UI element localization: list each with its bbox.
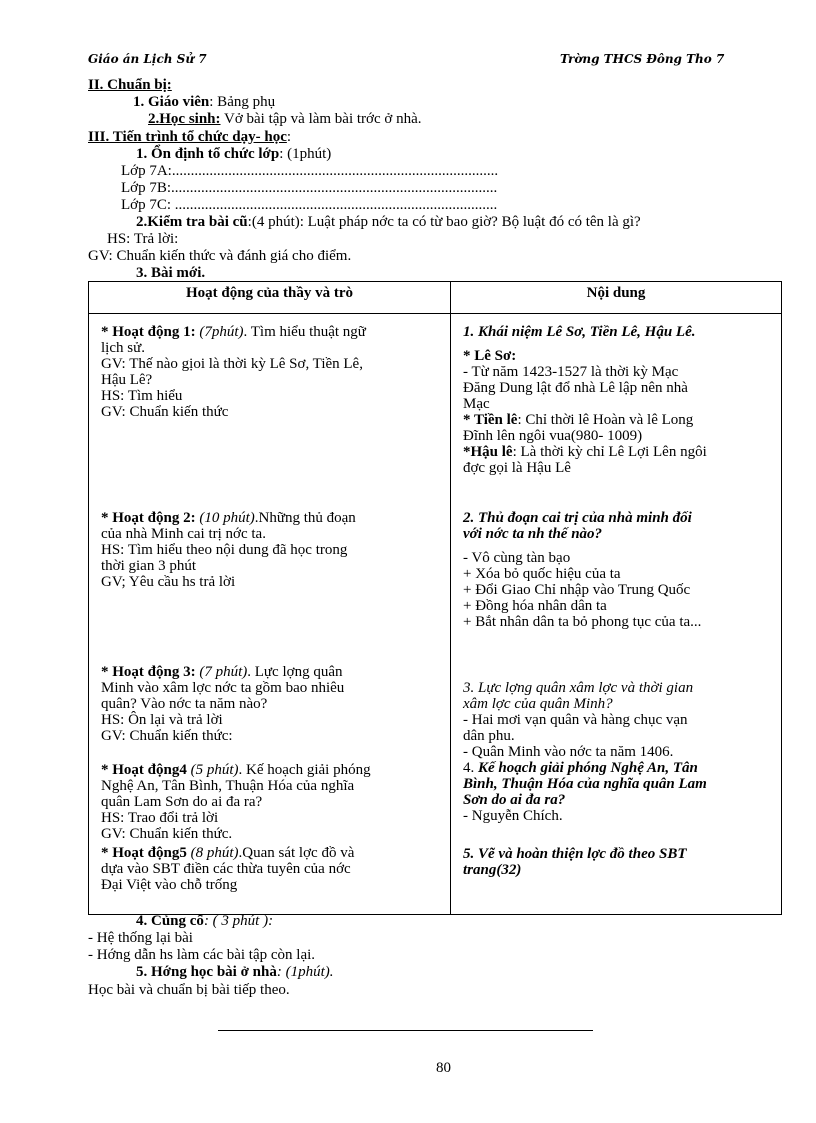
content-line: - Hai mơi vạn quân và hàng chục vạn [463,712,688,728]
content-section-5 [463,846,769,878]
header-right: Trờng THCS Đông Tho 7 [560,52,725,66]
activity-line: Nghệ An, Tân Bình, Thuận Hóa của nghĩa [101,778,355,794]
activity-title: * Hoạt động 2: [101,510,200,526]
activity-3 [101,664,438,744]
prep-student-text: Vở bài tập và làm bài trớc ở nhà. [220,111,422,127]
activity-2 [101,510,438,590]
class-line: Lớp 7B:....................................................................................... [121,180,498,196]
section-title: trang(32) [463,862,522,878]
tienle-label: * Tiền lê [463,412,518,428]
content-line: - Vô cùng tàn bạo [463,550,571,566]
hs-answer: HS: Trả lời: [107,231,179,247]
activity-line: của nhà Minh cai trị nớc ta. [101,526,266,542]
activity-line: quân Lam Sơn do ai đa ra? [101,794,263,810]
lesson-table [88,281,782,915]
activity-line: Minh vào xâm lợc nớc ta gồm bao nhiêu [101,680,345,696]
activity-line: GV: Chuẩn kiến thức. [101,826,233,842]
content-line: đợc gọi là Hậu Lê [463,460,571,476]
activities-cell [89,314,451,915]
activity-line: . Kế hoạch giải phóng [238,762,371,778]
process-heading-tail: : [286,129,292,145]
activity-line: thời gian 3 phút [101,558,197,574]
section-title: Kế hoạch giải phóng Nghệ An, Tân [478,760,698,776]
content-line: + Đổi Giao Chỉ nhập vào Trung Quốc [463,582,691,598]
leso-label: * Lê Sơ: [463,348,517,364]
section-title: 3. Lực lợng quân xâm lợc và thời gian [463,680,694,696]
col-header-content: Nội dung [451,282,782,314]
activity-line: HS: Trao đổi trả lời [101,810,219,826]
activity-line: lịch sử. [101,340,145,356]
activity-line: HS: Tìm hiểu theo nội dung đã học trong [101,542,348,558]
content-line: : Chỉ thời lê Hoàn và lê Long [517,412,694,428]
prep-student [148,112,421,127]
activity-line: HS: Tìm hiểu [101,388,183,404]
activity-time: (10 phút) [199,510,255,526]
activity-line: HS: Ôn lại và trả lời [101,712,223,728]
prep-student-label: 2.Học sinh: [148,111,221,127]
homework-line [136,965,333,980]
activity-line: GV: Chuẩn kiến thức [101,404,229,420]
activity-title: * Hoạt động 1: [101,324,200,340]
content-section-2 [463,510,769,630]
activity-line: . Tìm hiểu thuật ngữ [243,324,366,340]
content-section-4 [463,760,769,824]
activity-line: Hậu Lê? [101,372,153,388]
content-line: Đăng Dung lật đổ nhà Lê lập nên nhà [463,380,688,396]
prep-teacher [133,95,275,110]
consolidate-line [136,914,273,929]
class-line: Lớp 7C: ...................................................................................... [121,197,498,213]
activity-line: Đại Việt vào chỗ trống [101,877,238,893]
section-number: 4. [463,760,478,776]
content-line: - Nguyễn Chích. [463,808,563,824]
activity-time: (5 phút) [190,762,239,778]
activity-time: (7 phút) [199,664,248,680]
section-title: xâm lợc của quân Minh? [463,696,613,712]
check-label: 2.Kiểm tra bài cũ [136,214,248,230]
section-title: Bình, Thuận Hóa của nghĩa quân Lam [463,776,707,792]
org-text: : (1phút) [279,146,332,162]
activity-line: quân? Vào nớc ta năm nào? [101,696,268,712]
content-line: Đĩnh lên ngôi vua(980- 1009) [463,428,643,444]
activity-4 [101,762,438,842]
check-line [136,215,641,230]
activity-line: GV: Chuẩn kiến thức: [101,728,233,744]
content-line: + Xóa bỏ quốc hiệu của ta [463,566,621,582]
process-heading [88,130,291,145]
activity-title: * Hoạt động4 [101,762,191,778]
consolidate-item: - Hệ thống lại bài [88,930,193,946]
homework-time: : (1phút). [276,964,334,980]
check-text: :(4 phút): Luật pháp nớc ta có từ bao giờ? Bộ luật đó có tên là gì? [247,214,641,230]
footer-divider [218,1030,593,1031]
activity-title: * Hoạt động5 [101,845,191,861]
activity-title: * Hoạt động 3: [101,664,200,680]
activity-line: . Lực lợng quân [247,664,343,680]
activity-1 [101,324,438,420]
org-line [136,147,331,162]
homework-label: 5. Hớng học bài ở nhà [136,964,277,980]
activity-line: GV; Yêu cầu hs trả lời [101,574,236,590]
activity-line: .Quan sát lợc đồ và [238,845,355,861]
haule-label: *Hậu lê [463,444,513,460]
content-line: dân phu. [463,728,515,744]
content-line: : Là thời kỳ chỉ Lê Lợi Lên ngôi [512,444,707,460]
gv-answer: GV: Chuẩn kiến thức và đánh giá cho điểm. [88,248,352,264]
prep-teacher-text: : Bảng phụ [209,94,276,110]
col-header-activities: Hoạt động của thầy và trò [89,282,451,314]
content-line: + Đồng hóa nhân dân ta [463,598,607,614]
section-title: 5. Vẽ và hoàn thiện lợc đồ theo SBT [463,846,687,862]
section-title: 2. Thủ đoạn cai trị của nhà minh đối [463,510,692,526]
page-number: 80 [436,1060,451,1076]
section-title: 1. Khái niệm Lê Sơ, Tiền Lê, Hậu Lê. [463,324,696,340]
content-cell [451,314,782,915]
header-left: Giáo án Lịch Sử 7 [88,52,207,66]
activity-time: (8 phút) [190,845,239,861]
section-title: Sơn do ai đa ra? [463,792,566,808]
content-line: + Bắt nhân dân ta bỏ phong tục của ta... [463,614,702,630]
content-section-3 [463,680,769,760]
org-label: 1. Ổn định tổ chức lớp [136,146,280,162]
content-line: - Quân Minh vào nớc ta năm 1406. [463,744,674,760]
new-lesson: 3. Bài mới. [136,265,206,281]
content-line: - Từ năm 1423-1527 là thời kỳ Mạc [463,364,679,380]
consolidate-item: - Hớng dẫn hs làm các bài tập còn lại. [88,947,316,963]
consolidate-label: 4. Củng cố [136,913,204,929]
homework-text: Học bài và chuẩn bị bài tiếp theo. [88,982,290,998]
activity-time: (7phút) [199,324,244,340]
prep-heading: II. Chuẩn bị: [88,77,172,93]
activity-5 [101,845,438,893]
activity-line: dựa vào SBT điền các thừa tuyên của nớc [101,861,351,877]
prep-teacher-label: 1. Giáo viên [133,94,210,110]
activity-line: .Những thủ đoạn [254,510,356,526]
content-line: Mạc [463,396,490,412]
content-section-1 [463,324,769,476]
section-title: với nớc ta nh thế nào? [463,526,603,542]
class-line: Lớp 7A:....................................................................................... [121,163,499,179]
process-heading-text: III. Tiến trình tổ chức dạy- học [88,129,287,145]
consolidate-time: : ( 3 phút ): [203,913,274,929]
activity-line: GV: Thế nào gịoi là thời kỳ Lê Sơ, Tiền Lê, [101,356,363,372]
